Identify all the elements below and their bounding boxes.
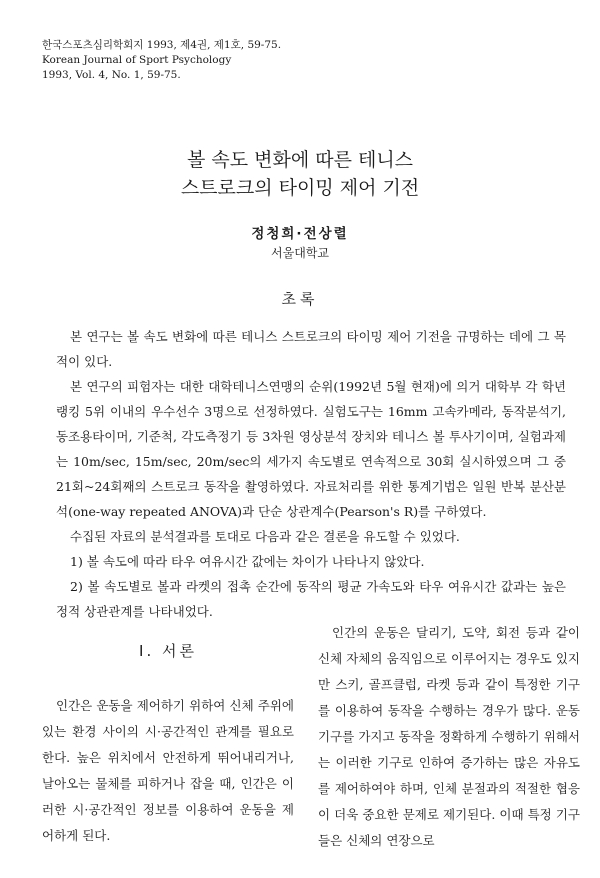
- abstract-paragraph: 2) 볼 속도별로 볼과 라켓의 접촉 순간에 동작의 평균 가속도와 타우 여유시간 값과는 높은 정적 상관관계를 나타내었다.: [56, 579, 566, 619]
- abstract-paragraph: 본 연구의 피험자는 대한 대학테니스연맹의 순위(1992년 5월 현재)에 의거 대학부 각 학년 랭킹 5위 이내의 우수선수 3명으로 선정하였다. 실험도구는 16mm 고속카메라, 동작분석기, 동조용타이머, 기준척, 각도측정기 등 3차원 영상분석 장치와 테니스 볼 투사기이며, 실험과제는 10m/sec, 15m/sec, 20m/sec의 세가지 속도별로 연속적으로 30회 실시하였으며 그 중 21회~24회째의 스트로크 동작을 촬영하였다. 자료처리를 위한 통계기법은 일원 반복 분산분석(one-way repeated ANOVA)과 단순 상관계수(Pearson's R)를 구하였다.: [56, 379, 566, 519]
- affiliation: 서울대학교: [271, 246, 329, 260]
- abstract-paragraph: 수집된 자료의 분석결과를 토대로 다음과 같은 결론을 유도할 수 있었다.: [70, 529, 460, 544]
- journal-header: [42, 38, 281, 83]
- header-line-journal: Korean Journal of Sport Psychology: [42, 54, 232, 66]
- header-line-volume: 1993, Vol. 4, No. 1, 59-75.: [42, 69, 181, 81]
- abstract-heading: 초록: [281, 290, 319, 308]
- title-line-1: 볼 속도 변화에 따른 테니스: [186, 149, 414, 171]
- left-column: [42, 640, 294, 849]
- paper-title: [0, 146, 600, 202]
- authors: 정청희·전상렬: [251, 226, 349, 242]
- abstract-paragraph: 본 연구는 볼 속도 변화에 따른 테니스 스트로크의 타이밍 제어 기전을 규명하는 데에 그 목적이 있다.: [56, 329, 566, 369]
- right-column: [318, 620, 580, 854]
- abstract-body: [56, 324, 566, 624]
- body-paragraph: 인간은 운동을 제어하기 위하여 신체 주위에 있는 환경 사이의 시·공간적인 관계를 필요로 한다. 높은 위치에서 안전하게 뛰어내리거나, 날아오는 물체를 피하거나 잡을 때, 인간은 이러한 시·공간적인 정보를 이용하여 운동을 제어하게 된다.: [42, 698, 294, 843]
- body-paragraph: 인간의 운동은 달리기, 도약, 회전 등과 같이 신체 자체의 움직임으로 이루어지는 경우도 있지만 스키, 골프클럽, 라켓 등과 같이 특정한 기구를 이용하여 동작을 수행하는 경우가 많다. 운동 기구를 가지고 동작을 정확하게 수행하기 위해서는 이러한 기구로 인하여 증가하는 많은 자유도를 제어하여야 하며, 인체 분절과의 적절한 협응이 더욱 중요한 문제로 제기된다. 이때 특정 기구들은 신체의 연장으로: [318, 625, 580, 848]
- section-heading-introduction: I. 서론: [139, 642, 197, 660]
- header-line-korean: 한국스포츠심리학회지 1993, 제4권, 제1호, 59-75.: [42, 39, 282, 51]
- abstract-paragraph: 1) 볼 속도에 따라 타우 여유시간 값에는 차이가 나타나지 않았다.: [70, 554, 425, 569]
- title-line-2: 스트로크의 타이밍 제어 기전: [180, 177, 420, 199]
